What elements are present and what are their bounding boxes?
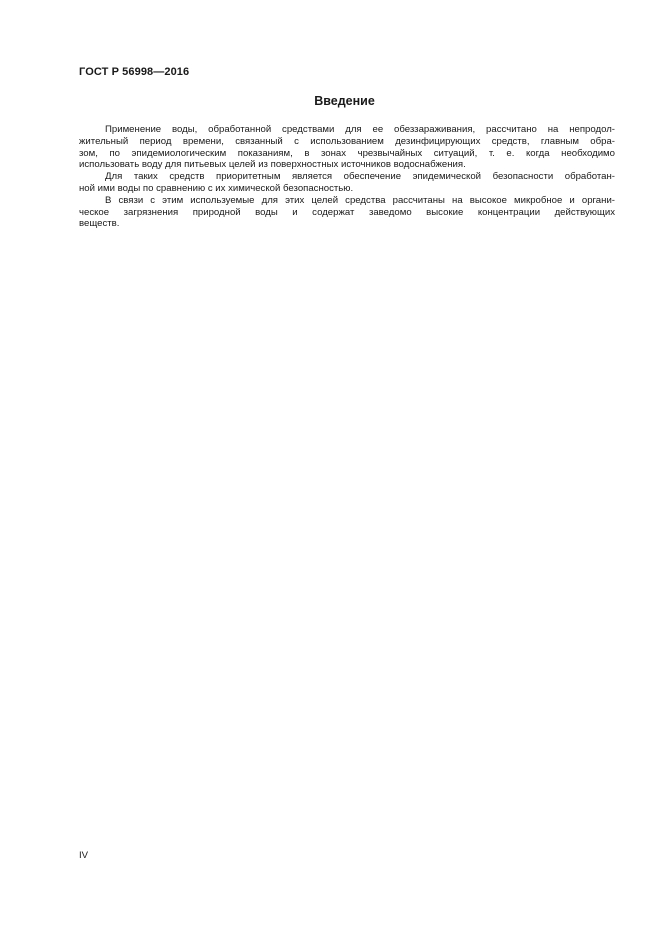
text-line: зом, по эпидемиологическим показаниям, в зонах чрезвычайных ситуаций, т. е. когда необходимо: [79, 147, 615, 159]
text-line: использовать воду для питьевых целей из поверхностных источников водоснабжения.: [79, 159, 466, 171]
section-title: Введение: [314, 94, 375, 108]
text-line: Для таких средств приоритетным является обеспечение эпидемической безопасности обработан-: [105, 171, 615, 183]
text-line: жительный период времени, связанный с использованием дезинфицирующих средств, главным обра-: [79, 135, 615, 147]
document-code: ГОСТ Р 56998—2016: [79, 66, 190, 78]
text-line: В связи с этим используемые для этих целей средства рассчитаны на высокое микробное и органи-: [105, 194, 615, 206]
page-number: IV: [79, 850, 89, 861]
text-line: веществ.: [79, 218, 120, 230]
introduction-text: [79, 124, 615, 230]
text-line: ческое загрязнения природной воды и содержат заведомо высокие концентрации действующих: [79, 206, 615, 218]
text-line: Применение воды, обработанной средствами для ее обеззараживания, рассчитано на непродол-: [105, 124, 615, 135]
text-line: ной ими воды по сравнению с их химической безопасностью.: [79, 182, 354, 194]
